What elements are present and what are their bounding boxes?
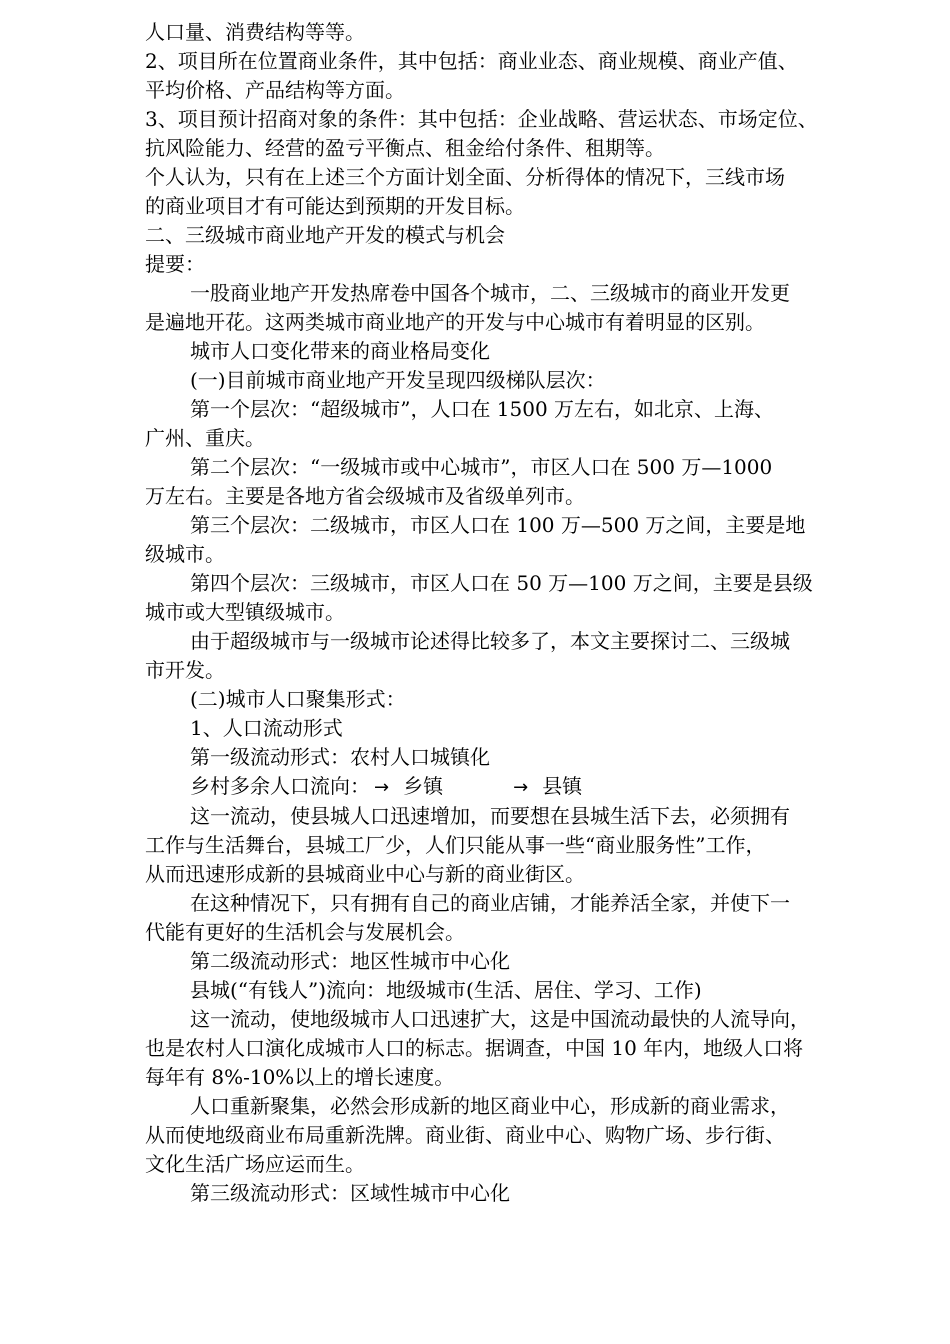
paragraph — [145, 337, 905, 366]
paragraph — [145, 366, 905, 395]
paragraph — [145, 18, 905, 47]
paragraph — [145, 163, 905, 221]
paragraph — [145, 743, 905, 772]
paragraph-line: 第四个层次：三级城市，市区人口在 50 万—100 万之间，主要是县级 — [190, 571, 813, 595]
flow-line — [145, 772, 905, 802]
paragraph-line: 第一个层次：“超级城市”，人口在 1500 万左右，如北京、上海、 — [190, 397, 775, 421]
paragraph-line: 人口重新聚集，必然会形成新的地区商业中心，形成新的商业需求， — [190, 1094, 790, 1118]
document-body — [145, 18, 905, 1208]
paragraph-line: 由于超级城市与一级城市论述得比较多了，本文主要探讨二、三级城 — [190, 629, 790, 653]
paragraph — [145, 1179, 905, 1208]
flow-prefix: 乡村多余人口流向： — [190, 774, 370, 798]
paragraph — [145, 569, 905, 627]
paragraph-line: 广州、重庆。 — [145, 426, 265, 450]
paragraph-line: 3、项目预计招商对象的条件：其中包括：企业战略、营运状态、市场定位、 — [145, 107, 818, 131]
paragraph — [145, 250, 905, 279]
paragraph-line: 第三级流动形式：区域性城市中心化 — [190, 1181, 510, 1205]
paragraph-line: (二)城市人口聚集形式： — [190, 687, 406, 711]
paragraph-line: 级城市。 — [145, 542, 225, 566]
paragraph-line: 从而迅速形成新的县城商业中心与新的商业街区。 — [145, 862, 585, 886]
paragraph-line: 从而使地级商业布局重新洗牌。商业街、商业中心、购物广场、步行街、 — [145, 1123, 785, 1147]
paragraph-line: 这一流动，使地级城市人口迅速扩大，这是中国流动最快的人流导向， — [190, 1007, 810, 1031]
paragraph-line: 一股商业地产开发热席卷中国各个城市，二、三级城市的商业开发更 — [190, 281, 790, 305]
paragraph-line: 工作与生活舞台，县城工厂少，人们只能从事一些“商业服务性”工作， — [145, 833, 766, 857]
paragraph — [145, 47, 905, 105]
paragraph-line: 县城(“有钱人”)流向：地级城市(生活、居住、学习、工作) — [190, 978, 702, 1002]
paragraph-line: 抗风险能力、经营的盈亏平衡点、租金给付条件、租期等。 — [145, 136, 665, 160]
paragraph — [145, 802, 905, 889]
flow-step-1: 乡镇 — [403, 774, 444, 798]
paragraph-line: 个人认为，只有在上述三个方面计划全面、分析得体的情况下，三线市场 — [145, 165, 785, 189]
paragraph — [145, 511, 905, 569]
paragraph — [145, 976, 905, 1005]
arrow-right-icon: → — [374, 777, 390, 798]
paragraph-group-b — [145, 802, 905, 1208]
paragraph-group-a — [145, 18, 905, 772]
paragraph-line: 代能有更好的生活机会与发展机会。 — [145, 920, 465, 944]
paragraph — [145, 714, 905, 743]
paragraph — [145, 889, 905, 947]
paragraph-line: 城市或大型镇级城市。 — [145, 600, 345, 624]
paragraph-line: 第二级流动形式：地区性城市中心化 — [190, 949, 510, 973]
paragraph-line: 平均价格、产品结构等方面。 — [145, 78, 405, 102]
paragraph — [145, 279, 905, 337]
paragraph — [145, 947, 905, 976]
paragraph-line: 第二个层次：“一级城市或中心城市”，市区人口在 500 万—1000 — [190, 455, 773, 479]
paragraph — [145, 1005, 905, 1092]
paragraph-line: 的商业项目才有可能达到预期的开发目标。 — [145, 194, 525, 218]
paragraph — [145, 105, 905, 163]
paragraph-line: 文化生活广场应运而生。 — [145, 1152, 365, 1176]
paragraph-line: 人口量、消费结构等等。 — [145, 20, 365, 44]
paragraph-line: 在这种情况下，只有拥有自己的商业店铺，才能养活全家，并使下一 — [190, 891, 790, 915]
paragraph-line: 1、人口流动形式 — [190, 716, 343, 740]
paragraph-line: 二、三级城市商业地产开发的模式与机会 — [145, 223, 505, 247]
paragraph — [145, 685, 905, 714]
arrow-right-icon: → — [513, 777, 529, 798]
paragraph-line: 城市人口变化带来的商业格局变化 — [190, 339, 490, 363]
paragraph-line: 第一级流动形式：农村人口城镇化 — [190, 745, 490, 769]
paragraph — [145, 453, 905, 511]
flow-step-2: 县镇 — [542, 774, 583, 798]
paragraph-line: 也是农村人口演化成城市人口的标志。据调查，中国 10 年内，地级人口将 — [145, 1036, 804, 1060]
paragraph — [145, 395, 905, 453]
paragraph-line: 第三个层次：二级城市，市区人口在 100 万—500 万之间，主要是地 — [190, 513, 806, 537]
paragraph-line: (一)目前城市商业地产开发呈现四级梯队层次： — [190, 368, 606, 392]
paragraph-line: 市开发。 — [145, 658, 225, 682]
paragraph-line: 这一流动，使县城人口迅速增加，而要想在县城生活下去，必须拥有 — [190, 804, 790, 828]
paragraph-line: 万左右。主要是各地方省会级城市及省级单列市。 — [145, 484, 585, 508]
paragraph-line: 每年有 8%-10%以上的增长速度。 — [145, 1065, 455, 1089]
paragraph — [145, 1092, 905, 1179]
paragraph-line: 2、项目所在位置商业条件，其中包括：商业业态、商业规模、商业产值、 — [145, 49, 798, 73]
paragraph-line: 是遍地开花。这两类城市商业地产的开发与中心城市有着明显的区别。 — [145, 310, 765, 334]
paragraph-line: 提要： — [145, 252, 205, 276]
paragraph — [145, 627, 905, 685]
paragraph — [145, 221, 905, 250]
